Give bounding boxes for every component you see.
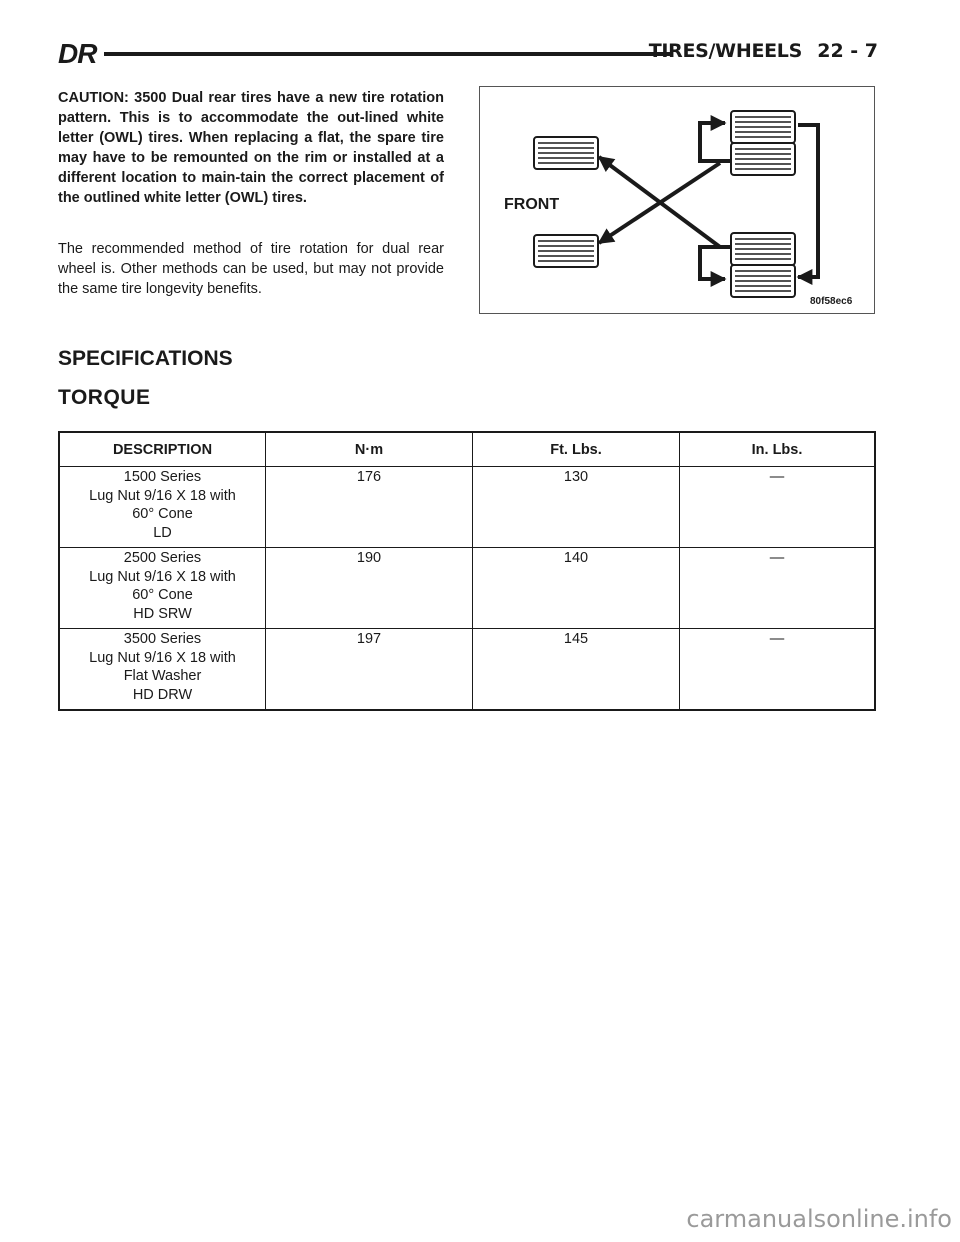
front-label: FRONT [504,196,560,213]
torque-table [58,431,876,711]
row-inlbs: — [680,629,876,711]
row-nm: 197 [266,629,473,711]
desc-line: Flat Washer [123,668,202,684]
row-inlbs: — [680,548,876,629]
rear-left-outer-tire [731,111,795,143]
row-nm: 176 [266,467,473,548]
page-header [58,38,878,68]
header-section: TIRES/WHEELS [648,40,802,62]
footer-watermark: carmanualsonline.info [686,1205,952,1233]
table-row [59,629,875,711]
desc-line: 2500 Series [123,550,202,566]
col-inlbs: In. Lbs. [680,432,876,467]
row-description [59,629,266,711]
rotation-arrow-right-inner [700,247,730,279]
table-row [59,467,875,548]
row-nm: 190 [266,548,473,629]
row-description [59,548,266,629]
header-rule [104,52,672,56]
table-row [59,548,875,629]
desc-line: 60° Cone [132,506,193,522]
row-ftlbs: 130 [473,467,680,548]
col-description: DESCRIPTION [59,432,266,467]
rotation-arrow-left-inner [700,123,730,161]
front-right-tire [534,235,598,267]
caution-text: CAUTION: 3500 Dual rear tires have a new tire rotation pattern. This is to accommodate the out-lined white letter (OWL) tires. When replacing a flat, the spare tire may have to be remounted on the rim or installed at a different location to main-tain the correct placement of the outlined white letter (OWL) tires. [58,90,444,206]
tire-rotation-figure [479,86,875,314]
table-header-row [59,432,875,467]
desc-line: HD DRW [132,686,193,703]
specifications-heading: SPECIFICATIONS [58,347,233,370]
desc-line: HD SRW [133,605,192,622]
desc-line: 60° Cone [132,587,193,603]
front-left-tire [534,137,598,169]
desc-line: 3500 Series [123,631,202,647]
rear-left-inner-tire [731,143,795,175]
row-description [59,467,266,548]
header-code: DR [58,38,97,69]
rear-right-inner-tire [731,233,795,265]
col-ftlbs: Ft. Lbs. [473,432,680,467]
row-ftlbs: 145 [473,629,680,711]
desc-line: Lug Nut 9/16 X 18 with [89,649,236,666]
col-nm: N·m [266,432,473,467]
row-inlbs: — [680,467,876,548]
row-ftlbs: 140 [473,548,680,629]
desc-line: LD [153,524,172,541]
desc-line: Lug Nut 9/16 X 18 with [89,487,236,504]
torque-heading: TORQUE [58,386,151,409]
desc-line: Lug Nut 9/16 X 18 with [89,568,236,585]
desc-line: 1500 Series [123,469,202,485]
rotation-arrow-outer-swap [798,125,818,277]
header-page-number: 22 - 7 [817,40,878,62]
figure-id: 80f58ec6 [810,296,853,307]
rotation-paragraph: The recommended method of tire rotation for dual rear wheel is. Other methods can be used, but may not provide the same tire longevity benefits. [58,241,444,297]
rotation-arrow-rear-to-front-left [599,157,720,247]
tire-rotation-diagram [480,87,876,315]
rear-right-outer-tire [731,265,795,297]
